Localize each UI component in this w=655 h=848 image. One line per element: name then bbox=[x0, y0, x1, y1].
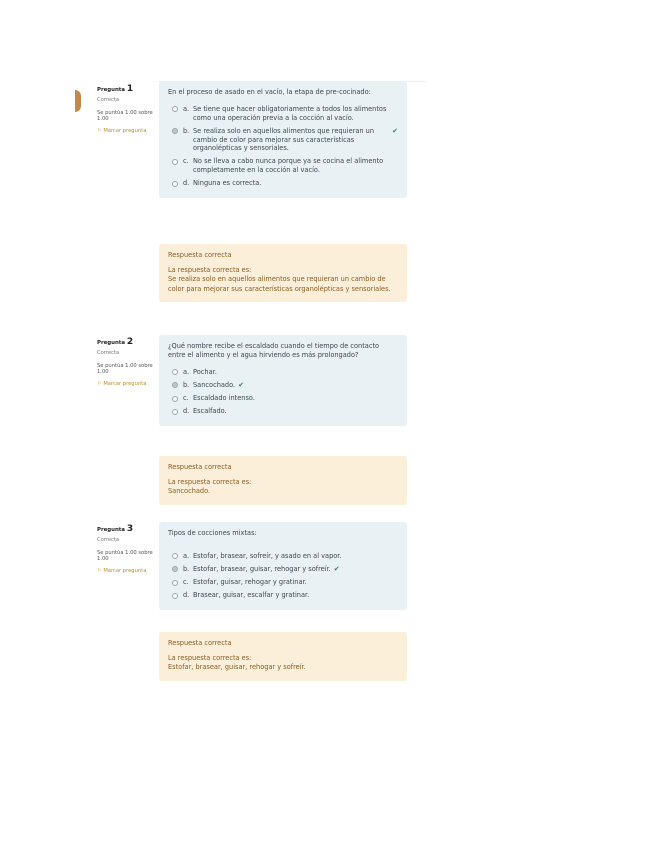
flag-icon: ⚐ bbox=[97, 380, 102, 387]
feedback-answer: Estofar, brasear, guisar, rehogar y sofreír. bbox=[168, 663, 306, 672]
answer-option-d[interactable] bbox=[172, 591, 398, 600]
answer-option-b[interactable] bbox=[172, 565, 398, 574]
feedback-intro: La respuesta correcta es: bbox=[168, 653, 252, 662]
feedback-panel bbox=[159, 632, 407, 681]
question-number: 3 bbox=[126, 524, 134, 534]
radio-button[interactable] bbox=[172, 181, 178, 187]
flag-question-link[interactable] bbox=[97, 568, 155, 575]
answer-letter: b. bbox=[183, 380, 190, 389]
answer-option-c[interactable] bbox=[172, 394, 398, 403]
answer-letter: b. bbox=[183, 126, 190, 135]
question-content bbox=[159, 81, 407, 198]
answer-text: Estofar, brasear, sofreír, y asado en al vapor. bbox=[193, 551, 342, 560]
question-text: En el proceso de asado en el vacío, la etapa de pre-cocinado: bbox=[168, 88, 371, 96]
answer-text: Escaldado intenso. bbox=[193, 394, 255, 403]
feedback-panel bbox=[159, 456, 407, 505]
answer-text: Estofar, brasear, guisar, rehogar y sofreír. bbox=[193, 564, 331, 573]
flag-icon: ⚐ bbox=[97, 567, 102, 574]
radio-button[interactable] bbox=[172, 128, 178, 134]
answer-text: Pochar. bbox=[193, 367, 217, 376]
feedback-title: Respuesta correcta bbox=[168, 463, 232, 471]
feedback-intro: La respuesta correcta es: bbox=[168, 265, 252, 274]
radio-button[interactable] bbox=[172, 396, 178, 402]
flag-label: Marcar pregunta bbox=[103, 127, 147, 134]
answer-text: Estofar, guisar, rehogar y gratinar. bbox=[193, 578, 307, 587]
answer-text: No se lleva a cabo nunca porque ya se cocina el alimento completamente en la cocción al vacío. bbox=[193, 157, 384, 175]
answer-letter: a. bbox=[183, 551, 190, 560]
answer-letter: a. bbox=[183, 104, 190, 113]
question-content bbox=[159, 522, 407, 610]
answer-option-b[interactable] bbox=[172, 127, 398, 154]
answer-option-c[interactable] bbox=[172, 157, 398, 175]
radio-button[interactable] bbox=[172, 409, 178, 415]
answer-option-c[interactable] bbox=[172, 578, 398, 587]
answer-letter: c. bbox=[183, 578, 189, 587]
radio-button[interactable] bbox=[172, 106, 178, 112]
answer-option-a[interactable] bbox=[172, 552, 398, 561]
answer-text: Ninguna es correcta. bbox=[193, 179, 262, 188]
question-text: ¿Qué nombre recibe el escaldado cuando el tiempo de contacto entre el alimento y el agua hirviendo es más prolongado? bbox=[168, 342, 380, 359]
answer-letter: c. bbox=[183, 157, 189, 166]
answer-letter: d. bbox=[183, 591, 190, 600]
question-label: Pregunta bbox=[97, 340, 126, 346]
radio-button[interactable] bbox=[172, 593, 178, 599]
radio-button[interactable] bbox=[172, 369, 178, 375]
question-info bbox=[97, 84, 155, 134]
answer-option-d[interactable] bbox=[172, 179, 398, 188]
radio-button[interactable] bbox=[172, 159, 178, 165]
question-score: Se puntúa 1.00 sobre 1.00 bbox=[97, 549, 153, 563]
question-number-label bbox=[97, 337, 155, 348]
answer-text: Se realiza solo en aquellos alimentos que requieran un cambio de color para mejorar sus características organolépticas y sensoriales. bbox=[193, 126, 375, 153]
question-score: Se puntúa 1.00 sobre 1.00 bbox=[97, 109, 153, 123]
answer-text: Sancochado. bbox=[193, 380, 236, 389]
question-content bbox=[159, 335, 407, 426]
check-icon: ✔ bbox=[238, 380, 244, 389]
answer-letter: d. bbox=[183, 407, 190, 415]
flag-question-link[interactable] bbox=[97, 381, 155, 388]
question-state: Correcta bbox=[97, 537, 120, 544]
question-label: Pregunta bbox=[97, 527, 126, 533]
answer-option-a[interactable] bbox=[172, 368, 398, 377]
radio-button[interactable] bbox=[172, 566, 178, 572]
question-score: Se puntúa 1.00 sobre 1.00 bbox=[97, 362, 153, 376]
question-number-label bbox=[97, 524, 155, 535]
check-icon: ✔ bbox=[333, 564, 340, 573]
radio-button[interactable] bbox=[172, 382, 178, 388]
answer-letter: a. bbox=[183, 367, 190, 376]
question-state: Correcta bbox=[97, 97, 120, 104]
answer-text: Brasear, guisar, escalfar y gratinar. bbox=[193, 591, 310, 600]
feedback-panel bbox=[159, 244, 407, 302]
flag-label: Marcar pregunta bbox=[103, 567, 147, 574]
answer-letter: b. bbox=[183, 564, 190, 573]
answer-letter: d. bbox=[183, 179, 190, 188]
flag-question-link[interactable] bbox=[97, 128, 155, 135]
question-text: Tipos de cocciones mixtas: bbox=[168, 529, 257, 537]
answer-option-a[interactable] bbox=[172, 105, 398, 123]
answer-text: Escalfado. bbox=[193, 407, 227, 415]
feedback-intro: La respuesta correcta es: bbox=[168, 477, 252, 486]
question-state: Correcta bbox=[97, 350, 120, 357]
answer-text: Se tiene que hacer obligatoriamente a todos los alimentos como una operación previa a la cocción al vacío. bbox=[193, 104, 387, 122]
feedback-answer: Sancochado. bbox=[168, 487, 211, 496]
radio-button[interactable] bbox=[172, 553, 178, 559]
question-number: 2 bbox=[126, 337, 134, 347]
question-number-label bbox=[97, 84, 155, 95]
answer-option-b[interactable] bbox=[172, 381, 398, 390]
question-info bbox=[97, 524, 155, 574]
radio-button[interactable] bbox=[172, 580, 178, 586]
question-number: 1 bbox=[126, 84, 134, 94]
flag-icon: ⚐ bbox=[97, 127, 102, 134]
flag-label: Marcar pregunta bbox=[103, 380, 147, 387]
feedback-title: Respuesta correcta bbox=[168, 251, 232, 259]
feedback-answer: Se realiza solo en aquellos alimentos que requieran un cambio de color para mejorar sus características organolépticas y sensoriales. bbox=[168, 275, 391, 293]
question-label: Pregunta bbox=[97, 87, 126, 93]
answer-option-d[interactable] bbox=[172, 407, 398, 416]
feedback-title: Respuesta correcta bbox=[168, 639, 232, 647]
check-icon: ✔ bbox=[392, 126, 398, 135]
question-info bbox=[97, 337, 155, 387]
answer-letter: c. bbox=[183, 394, 189, 403]
drawer-toggle-tab[interactable] bbox=[75, 90, 81, 112]
